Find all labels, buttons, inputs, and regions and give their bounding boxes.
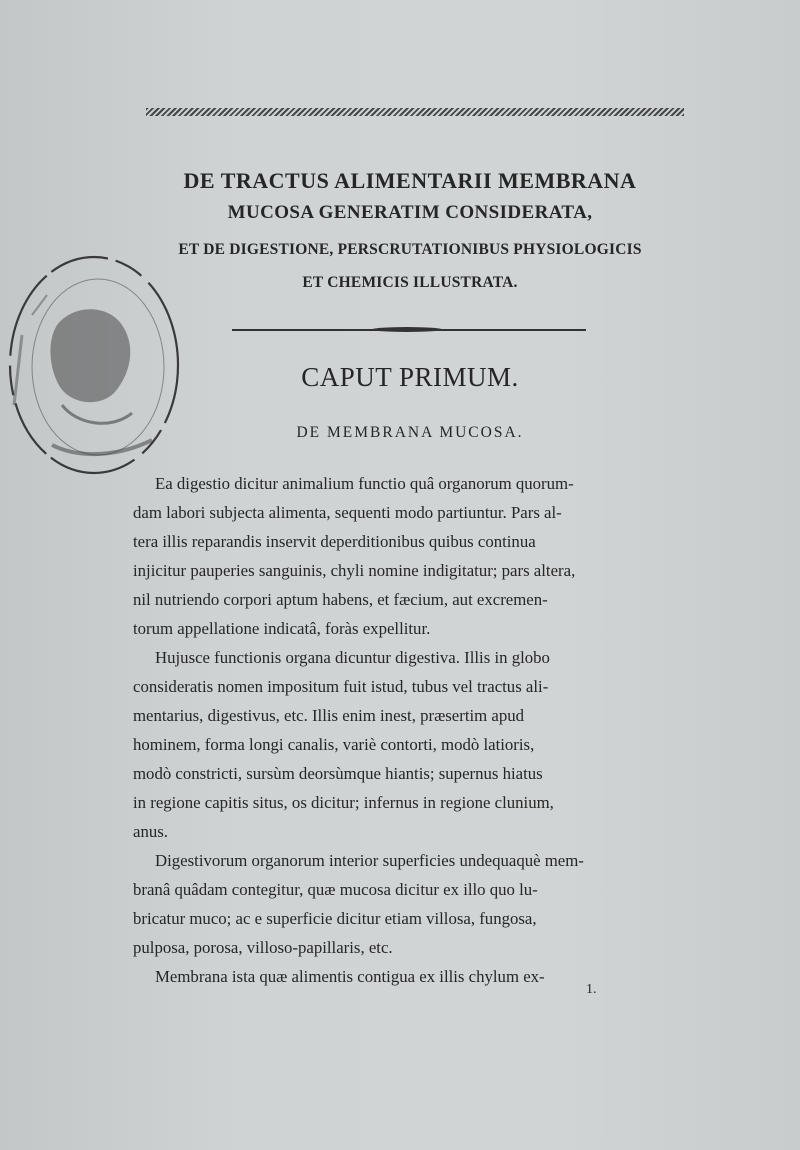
library-stamp-icon <box>2 255 182 495</box>
heading-line-4: ET CHEMICIS ILLUSTRATA. <box>302 274 518 291</box>
text-line: mentarius, digestivus, etc. Illis enim inest, præsertim apud <box>133 706 525 725</box>
text-line: injicitur pauperies sanguinis, chyli nomine indigitatur; pars altera, <box>133 561 576 580</box>
chapter-title: CAPUT PRIMUM. <box>301 362 519 392</box>
text-line: Ea digestio dicitur animalium functio quâ organorum quorum- <box>155 474 574 493</box>
text-line: modò constricti, sursùm deorsùmque hiantis; supernus hiatus <box>133 764 543 783</box>
text-line: Membrana ista quæ alimentis contigua ex illis chylum ex- <box>155 967 545 986</box>
heading-line-2: MUCOSA GENERATIM CONSIDERATA, <box>227 202 593 223</box>
text-line: torum appellatione indicatâ, foràs expellitur. <box>133 619 431 638</box>
text-line: hominem, forma longi canalis, variè contorti, modò latioris, <box>133 735 535 754</box>
section-divider <box>232 325 586 335</box>
chapter-subtitle: DE MEMBRANA MUCOSA. <box>296 424 524 441</box>
text-line: Digestivorum organorum interior superficies undequaquè mem- <box>155 851 584 870</box>
text-line: tera illis reparandis inservit deperditionibus quibus continua <box>133 532 536 551</box>
page-number: 1. <box>586 982 597 997</box>
text-line: Hujusce functionis organa dicuntur digestiva. Illis in globo <box>155 648 550 667</box>
text-line: in regione capitis situs, os dicitur; infernus in regione clunium, <box>133 793 554 812</box>
text-line: bricatur muco; ac e superficie dicitur etiam villosa, fungosa, <box>133 909 537 928</box>
text-line: anus. <box>133 822 168 841</box>
body-text <box>133 469 685 991</box>
heading-line-1: DE TRACTUS ALIMENTARII MEMBRANA <box>183 168 637 193</box>
heading-line-3: ET DE DIGESTIONE, PERSCRUTATIONIBUS PHYSIOLOGICIS <box>178 241 642 258</box>
top-ornament-rule <box>146 108 684 116</box>
text-line: dam labori subjecta alimenta, sequenti modo partiuntur. Pars al- <box>133 503 562 522</box>
text-line: nil nutriendo corpori aptum habens, et fæcium, aut excremen- <box>133 590 548 609</box>
text-line: branâ quâdam contegitur, quæ mucosa dicitur ex illo quo lu- <box>133 880 538 899</box>
text-line: consideratis nomen impositum fuit istud, tubus vel tractus ali- <box>133 677 549 696</box>
text-line: pulposa, porosa, villoso-papillaris, etc. <box>133 938 393 957</box>
